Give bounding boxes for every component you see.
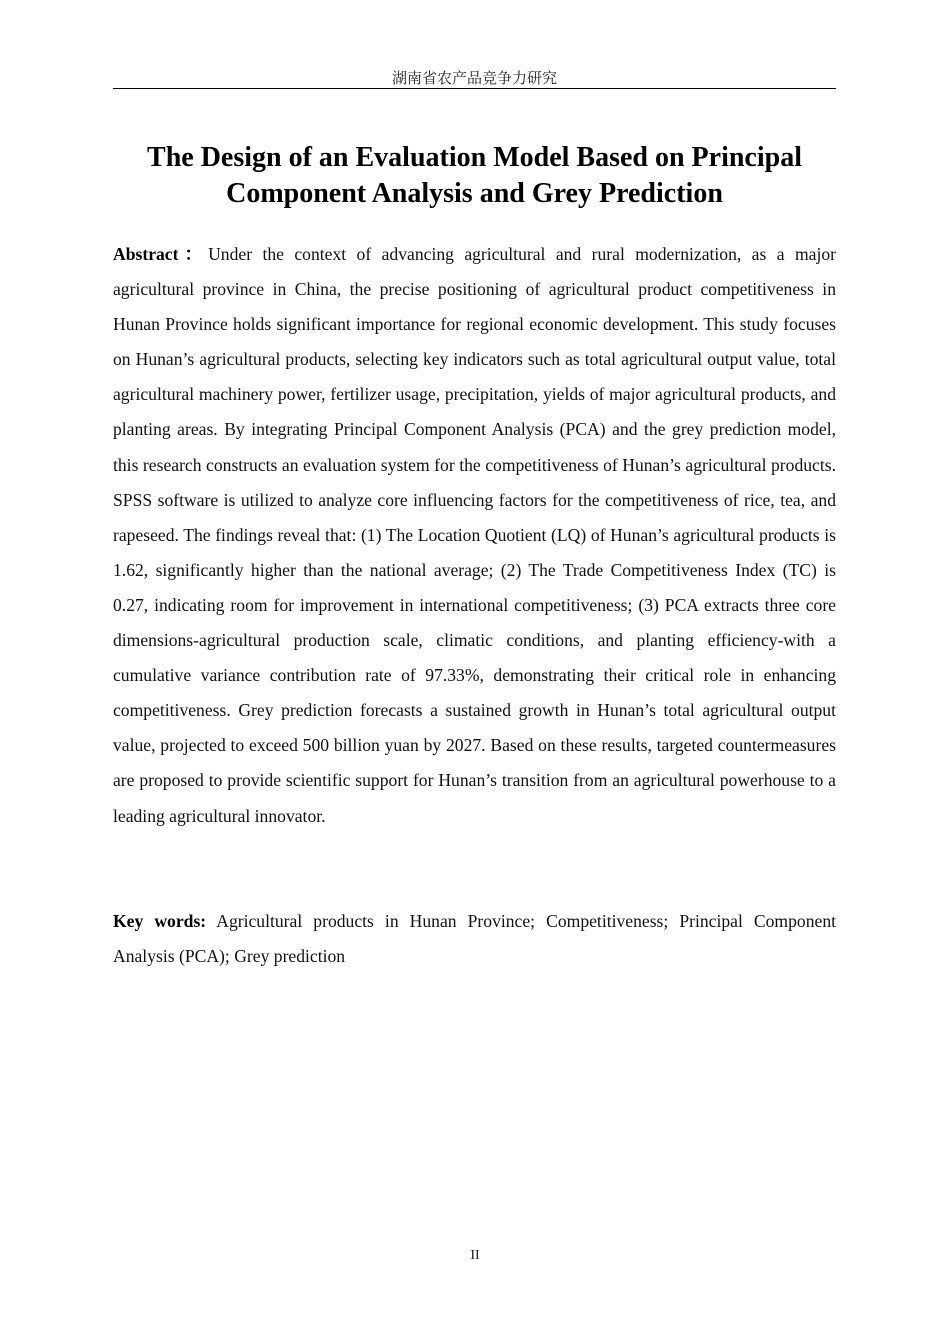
- keywords-label: Key words:: [113, 911, 207, 931]
- keywords-text: Agricultural products in Hunan Province; Competitiveness; Principal Component Analysis (PCA); Grey prediction: [113, 911, 837, 967]
- running-header-title: 湖南省农产品竞争力研究: [391, 69, 557, 87]
- running-header: [113, 68, 836, 89]
- paper-title: The Design of an Evaluation Model Based on Principal Component Analysis and Grey Prediction: [147, 142, 802, 209]
- page-number: II: [470, 1248, 480, 1263]
- keywords-paragraph: [113, 904, 836, 974]
- abstract-text: Under the context of advancing agricultural and rural modernization, as a major agricultural province in China, the precise positioning of agricultural product competitiveness in Hunan Province holds significant importance for regional economic development. This study focuses on Hunan’s agricultural products, selecting key indicators such as total agricultural output value, total agricultural machinery power, fertilizer usage, precipitation, yields of major agricultural products, and planting areas. By integrating Principal Component Analysis (PCA) and the grey prediction model, this research constructs an evaluation system for the competitiveness of Hunan’s agricultural products. SPSS software is utilized to analyze core influencing factors for the competitiveness of rice, tea, and rapeseed. The findings reveal that: (1) The Location Quotient (LQ) of Hunan’s agricultural products is 1.62, significantly higher than the national average; (2) The Trade Competitiveness Index (TC) is 0.27, indicating room for improvement in international competitiveness; (3) PCA extracts three core dimensions-agricultural production scale, climatic conditions, and planting efficiency-with a cumulative variance contribution rate of 97.33%, demonstrating their critical role in enhancing competitiveness. Grey prediction forecasts a sustained growth in Hunan’s total agricultural output value, projected to exceed 500 billion yuan by 2027. Based on these results, targeted countermeasures are proposed to provide scientific support for Hunan’s transition from an agricultural powerhouse to a leading agricultural innovator.: [113, 244, 836, 826]
- abstract-paragraph: [113, 237, 836, 834]
- abstract-label: Abstract：: [113, 244, 209, 264]
